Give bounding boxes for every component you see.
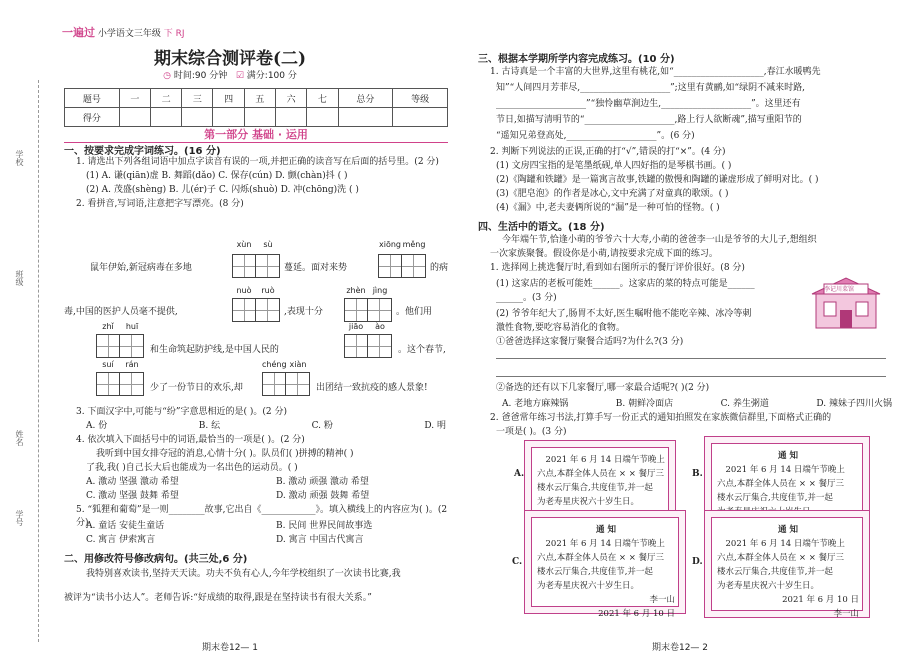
s3-q1-line-1: 1. 古诗真是一个丰富的大世界,这里有桃花,如“____________________,春江水暖鸭先 — [490, 67, 821, 77]
s3-q1-line-3: ____________________”“独怜幽草涧边生,____________________”。这里还有 — [496, 99, 801, 109]
answer-line-2[interactable] — [496, 376, 886, 377]
pinyin-chengxian: chéng xiàn — [262, 360, 307, 369]
brand-logo: 一遍过 — [62, 26, 95, 39]
q1-option-1: (1) A. 谦(qiān)虚 B. 舞蹈(dǎo) C. 保存(cún) D. 颤(chàn)抖 ( ) — [86, 171, 348, 181]
passage-line-1: 鼠年伊始,新冠病毒在多地 — [90, 263, 192, 273]
restaurant-option-a: A. 老地方麻辣锅 — [502, 399, 569, 409]
answer-line-1[interactable] — [496, 358, 886, 359]
edition-label: RJ — [175, 29, 185, 39]
q3-options — [86, 420, 446, 433]
s4-q1b-2: 激性食物,要吃容易消化的食物。 — [496, 323, 625, 333]
s4-q1a: (1) 这家店的老板可能姓______。这家店的菜的特点可能是______ — [496, 279, 755, 289]
grid-xiongmeng[interactable] — [378, 254, 426, 278]
s4-intro-2: 一次家族聚餐。假设你是小萌,请按要求完成下面的练习。 — [490, 249, 718, 259]
restaurant-sign: 李记川菜馆 — [824, 286, 855, 293]
score-input-cell[interactable] — [338, 108, 393, 127]
footer-page-left: 期末卷12— 1 — [201, 643, 259, 653]
school-label: 学校 — [15, 150, 24, 166]
s4-q1b-3: ①爸爸选择这家餐厅聚餐合适吗?为什么?(3 分) — [496, 337, 684, 347]
s4-q1c-options — [502, 398, 892, 411]
pinyin-nuoruo: nuò ruò — [236, 286, 275, 295]
score-row-label: 得分 — [65, 108, 120, 127]
notice-c-body: 通 知 2021 年 6 月 14 日端午节晚上 六点,本群全体人员在 × × 餐厅三 楼水云厅集合,共度佳节,并一起 为老寿星庆祝六十岁生日。 李一山 2021 年 6 月 10 日 — [537, 525, 675, 619]
s4-q1c: ②备选的还有以下几家餐厅,哪一家最合适呢?( )(2 分) — [496, 383, 710, 393]
q4-option-d: D. 激动 顽强 鼓舞 希望 — [276, 491, 370, 501]
q4-text-1: 我听到中国女排夺冠的消息,心情十分( )。队员们( )拼搏的精神( ) — [96, 449, 354, 459]
s3-q2-d: (4)《漏》中,老夫妻俩所说的“漏”是一种可怕的怪物。( ) — [496, 203, 720, 213]
score-table-header-row — [65, 89, 448, 108]
s4-q1b: (2) 爷爷年纪大了,肠胃不太好,医生嘱咐他不能吃辛辣、冰冷等刺 — [496, 309, 752, 319]
passage-line-1b: 蔓延。面对来势 — [284, 263, 348, 273]
name-label: 姓名 — [15, 430, 24, 446]
notice-b-letter: B. — [692, 469, 703, 479]
restaurant-option-c: C. 养生粥道 — [720, 399, 769, 409]
s3-q2-a: (1) 文房四宝指的是笔墨纸砚,单人四好指的是琴棋书画。( ) — [496, 161, 732, 171]
s3-q1-line-5: “遥知兄弟登高处,____________________”。(6 分) — [496, 131, 695, 141]
s2-text-1: 我特别喜欢读书,坚持天天读。功夫不负有心人,今年学校组织了一次读书比赛,我 — [86, 569, 401, 579]
notice-option-c[interactable] — [524, 510, 686, 619]
q2-prompt: 2. 看拼音,写词语,注意把字写漂亮。(8 分) — [76, 199, 244, 209]
score-header-cell: 题号 — [65, 89, 120, 108]
restaurant-option-d: D. 辣妹子四川火锅 — [816, 399, 892, 409]
q4-option-b: B. 激动 顽强 激动 希望 — [276, 477, 369, 487]
score-table-score-row — [65, 108, 448, 127]
grid-jiaoao[interactable] — [344, 334, 392, 358]
passage-line-3b: 。这个春节, — [398, 345, 446, 355]
pinyin-zhihui: zhǐ huī — [102, 322, 139, 331]
score-header-cell: 三 — [182, 89, 213, 108]
score-header-cell: 等级 — [393, 89, 448, 108]
q5-prompt: 5. “狐狸和葡萄”是一则________故事,它出自《____________》。填入横线上的内容应为( )。(2 分) — [76, 505, 448, 528]
grid-nuoruo[interactable] — [232, 298, 280, 322]
header-brand-line — [62, 24, 185, 40]
passage-line-2b: ,表现十分 — [284, 307, 323, 317]
score-header-cell: 一 — [119, 89, 150, 108]
score-header-cell: 四 — [213, 89, 244, 108]
q3-prompt: 3. 下面汉字中,可能与“纷”字意思相近的是( )。(2 分) — [76, 407, 288, 417]
pinyin-jiaoao: jiāo ào — [348, 322, 385, 331]
score-input-cell[interactable] — [182, 108, 213, 127]
notice-option-d[interactable] — [704, 510, 870, 618]
page-title: 期末综合测评卷(二) — [153, 49, 307, 69]
s4-q1a-2: ______。(3 分) — [496, 293, 557, 303]
section-one-title: 一、按要求完成字词练习。(16 分) — [64, 146, 221, 157]
pinyin-xunsu: xùn sù — [236, 240, 273, 249]
score-header-cell: 二 — [150, 89, 181, 108]
s3-q1-line-2: 知”“人间四月芳菲尽,____________________”;这里有黄鹂,如“绿阴不减来时路, — [496, 83, 806, 93]
s3-q2-c: (3)《肥皂泡》的作者是冰心,文中充满了对童真的歌颂。( ) — [496, 189, 729, 199]
exam-meta: ◷ 时间:90 分钟 ☑ 满分:100 分 — [163, 71, 297, 81]
s4-intro-1: 今年端午节,恰逢小萌的爷爷六十大寿,小萌的爸爸李一山是爷爷的大儿子,想组织 — [502, 235, 817, 245]
q5-option-a: A. 童话 安徒生童话 — [86, 521, 165, 531]
q1-option-2: (2) A. 茂盛(shèng) B. 儿(ér)子 C. 闪烁(shuò) D. 冲(chōng)洗 ( ) — [86, 185, 359, 195]
notice-a-letter: A. — [514, 469, 525, 479]
q5-option-c: C. 寓言 伊索寓言 — [86, 535, 156, 545]
score-header-cell: 七 — [307, 89, 338, 108]
right-page — [460, 0, 900, 662]
score-header-cell: 总分 — [338, 89, 393, 108]
restaurant-illustration — [810, 272, 882, 334]
score-table — [64, 88, 448, 127]
passage-line-1c: 的病 — [430, 263, 449, 273]
id-label: 学号 — [15, 510, 24, 526]
score-input-cell[interactable] — [119, 108, 150, 127]
s3-q2-prompt: 2. 判断下列说法的正误,正确的打“√”,错误的打“×”。(4 分) — [490, 147, 726, 157]
score-input-cell[interactable] — [307, 108, 338, 127]
time-label: 时间:90 分钟 — [173, 71, 228, 81]
part-one-heading: 第一部分 基础 · 运用 — [64, 126, 448, 143]
notice-b-body: 通 知 2021 年 6 月 14 日端午节晚上 六点,本群全体人员在 × × 餐厅三 楼水云厅集合,共度佳节,并一起 — [717, 451, 845, 503]
notice-d-body: 通 知 2021 年 6 月 14 日端午节晚上 六点,本群全体人员在 × × 餐厅三 楼水云厅集合,共度佳节,并一起 为老寿星庆祝六十岁生日。 2021 年 6 月 10 日 李一山 — [717, 525, 859, 619]
grade-mark: 下 — [163, 29, 173, 39]
s3-q2-b: (2)《陶罐和铁罐》是一篇寓言故事,铁罐的傲慢和陶罐的谦虚形成了鲜明对比。( ) — [496, 175, 819, 185]
score-input-cell[interactable] — [244, 108, 275, 127]
score-input-cell[interactable] — [393, 108, 448, 127]
q3-option-d: D. 明 — [424, 421, 446, 431]
score-input-cell[interactable] — [213, 108, 244, 127]
s3-q1-line-4: 节日,如描写清明节的“____________________,路上行人欲断魂”,描写重阳节的 — [496, 115, 802, 125]
passage-line-2c: 。他们用 — [396, 307, 433, 317]
grid-suiran[interactable] — [96, 372, 144, 396]
s4-q1-prompt: 1. 选择网上挑选餐厅时,看到如右图所示的餐厅评价很好。(8 分) — [490, 263, 745, 273]
passage-line-4: 少了一份节日的欢乐,却 — [150, 383, 243, 393]
grid-chengxian[interactable] — [262, 372, 310, 396]
passage-line-2: 毒,中国的医护人员毫不提供, — [64, 307, 178, 317]
grid-zhenjing[interactable] — [344, 298, 392, 322]
cut-line — [38, 80, 39, 642]
pinyin-suiran: suí rán — [102, 360, 139, 369]
q3-option-c: C. 粉 — [311, 421, 333, 431]
q4-option-a: A. 激动 坚强 激动 希望 — [86, 477, 179, 487]
q4-prompt: 4. 依次填入下面括号中的词语,最恰当的一项是( )。(2 分) — [76, 435, 305, 445]
q5-option-b: B. 民间 世界民间故事选 — [276, 521, 373, 531]
passage-line-3: 和生命筑起防护线,是中国人民的 — [150, 345, 279, 355]
grid-zhihui[interactable] — [96, 334, 144, 358]
notice-a-body: 2021 年 6 月 14 日端午节晚上 六点,本群全体人员在 × × 餐厅三 楼水云厅集合,共度佳节,并一起 为老寿星庆祝六十岁生日。 — [537, 455, 665, 507]
q3-option-a: A. 份 — [86, 421, 108, 431]
section-two-title: 二、用修改符号修改病句。(共三处,6 分) — [64, 554, 248, 565]
footer-page-right: 期末卷12— 2 — [651, 643, 709, 653]
pinyin-zhenjing: zhèn jìng — [346, 286, 388, 295]
q4-option-c: C. 激动 坚强 鼓舞 希望 — [86, 491, 179, 501]
score-header-cell: 六 — [276, 89, 307, 108]
section-three-title: 三、根据本学期所学内容完成练习。(10 分) — [478, 54, 675, 65]
section-four-title: 四、生活中的语文。(18 分) — [478, 222, 605, 233]
binding-sidebar — [14, 90, 30, 650]
subject-label: 小学语文三年级 — [97, 29, 161, 39]
q1-prompt: 1. 请选出下列各组词语中加点字读音有误的一项,并把正确的读音写在后面的括号里。(2 分) — [76, 157, 439, 167]
notice-d-letter: D. — [692, 557, 703, 567]
full-score-label: 满分:100 分 — [246, 71, 297, 81]
q3-option-b: B. 纭 — [198, 421, 221, 431]
notice-c-letter: C. — [512, 557, 523, 567]
restaurant-option-b: B. 朝鲜冷面店 — [615, 399, 674, 409]
score-input-cell[interactable] — [276, 108, 307, 127]
class-label: 班级 — [15, 270, 24, 286]
s4-q2-prompt: 2. 爸爸常年练习书法,打算手写一份正式的通知拍照发在家族微信群里,下面格式正确的 — [490, 413, 832, 423]
score-input-cell[interactable] — [150, 108, 181, 127]
q4-text-2: 了我,我( )自己长大后也能成为一名出色的运动员。( ) — [86, 463, 298, 473]
s2-text-2: 被评为“读书小达人”。老师告诉:“好成绩的取得,跟是在坚持读书有很大关系。” — [64, 593, 372, 603]
pinyin-xiongmeng: xiōng měng — [379, 240, 426, 249]
q5-option-d: D. 寓言 中国古代寓言 — [276, 535, 364, 545]
passage-line-4b: 出团结一致抗疫的感人景象! — [316, 383, 428, 393]
grid-xunsu[interactable] — [232, 254, 280, 278]
s4-q2-prompt-2: 一项是( )。(3 分) — [496, 427, 567, 437]
score-header-cell: 五 — [244, 89, 275, 108]
